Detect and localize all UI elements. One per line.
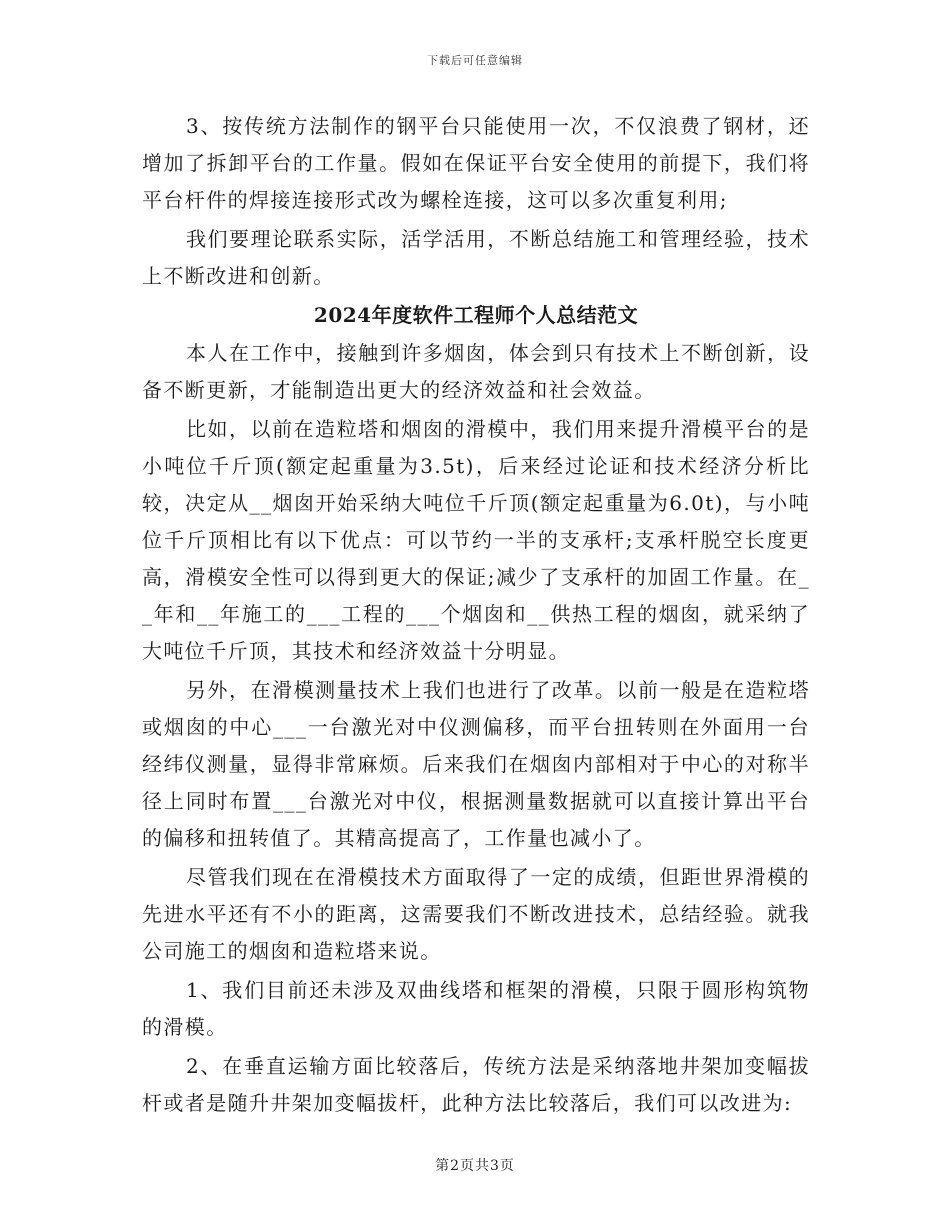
document-body <box>142 108 810 1122</box>
page-header: 下载后可任意编辑 <box>427 54 523 67</box>
document-title: 2024年度软件工程师个人总结范文 <box>313 303 639 327</box>
page-footer: 第2页共3页 <box>435 1158 515 1174</box>
paragraph: 1、我们目前还未涉及双曲线塔和框架的滑模，只限于圆形构筑物的滑模。 <box>142 978 810 1039</box>
paragraph: 尽管我们现在在滑模技术方面取得了一定的成绩，但距世界滑模的先进水平还有不小的距离，这需要我们不断改进技术，总结经验。就我公司施工的烟囱和造粒塔来说。 <box>142 865 810 963</box>
paragraph: 本人在工作中，接触到许多烟囱，体会到只有技术上不断创新，设备不断更新，才能制造出更大的经济效益和社会效益。 <box>142 341 810 402</box>
paragraph: 我们要理论联系实际，活学活用，不断总结施工和管理经验，技术上不断改进和创新。 <box>142 227 810 288</box>
paragraph: 3、按传统方法制作的钢平台只能使用一次，不仅浪费了钢材，还增加了拆卸平台的工作量。假如在保证平台安全使用的前提下，我们将平台杆件的焊接连接形式改为螺栓连接，这可以多次重复利用; <box>142 114 810 212</box>
paragraph: 比如，以前在造粒塔和烟囱的滑模中，我们用来提升滑模平台的是小吨位千斤顶(额定起重量为3.5t)，后来经过论证和技术经济分析比较，决定从__烟囱开始采纳大吨位千斤顶(额定起重量为6.0t)，与小吨位千斤顶相比有以下优点：可以节约一半的支承杆;支承杆脱空长度更高，滑模安全性可以得到更大的保证;减少了支承杆的加固工作量。在__年和__年施工的___工程的___个烟囱和__供热工程的烟囱，就采纳了大吨位千斤顶，其技术和经济效益十分明显。 <box>142 417 810 663</box>
paragraph: 2、在垂直运输方面比较落后，传统方法是采纳落地井架加变幅拔杆或者是随升井架加变幅拔杆，此种方法比较落后，我们可以改进为: <box>142 1054 810 1115</box>
paragraph: 另外，在滑模测量技术上我们也进行了改革。以前一般是在造粒塔或烟囱的中心___一台激光对中仪测偏移，而平台扭转则在外面用一台经纬仪测量，显得非常麻烦。后来我们在烟囱内部相对于中心的对称半径上同时布置___台激光对中仪，根据测量数据就可以直接计算出平台的偏移和扭转值了。其精高提高了，工作量也减小了。 <box>142 678 810 850</box>
